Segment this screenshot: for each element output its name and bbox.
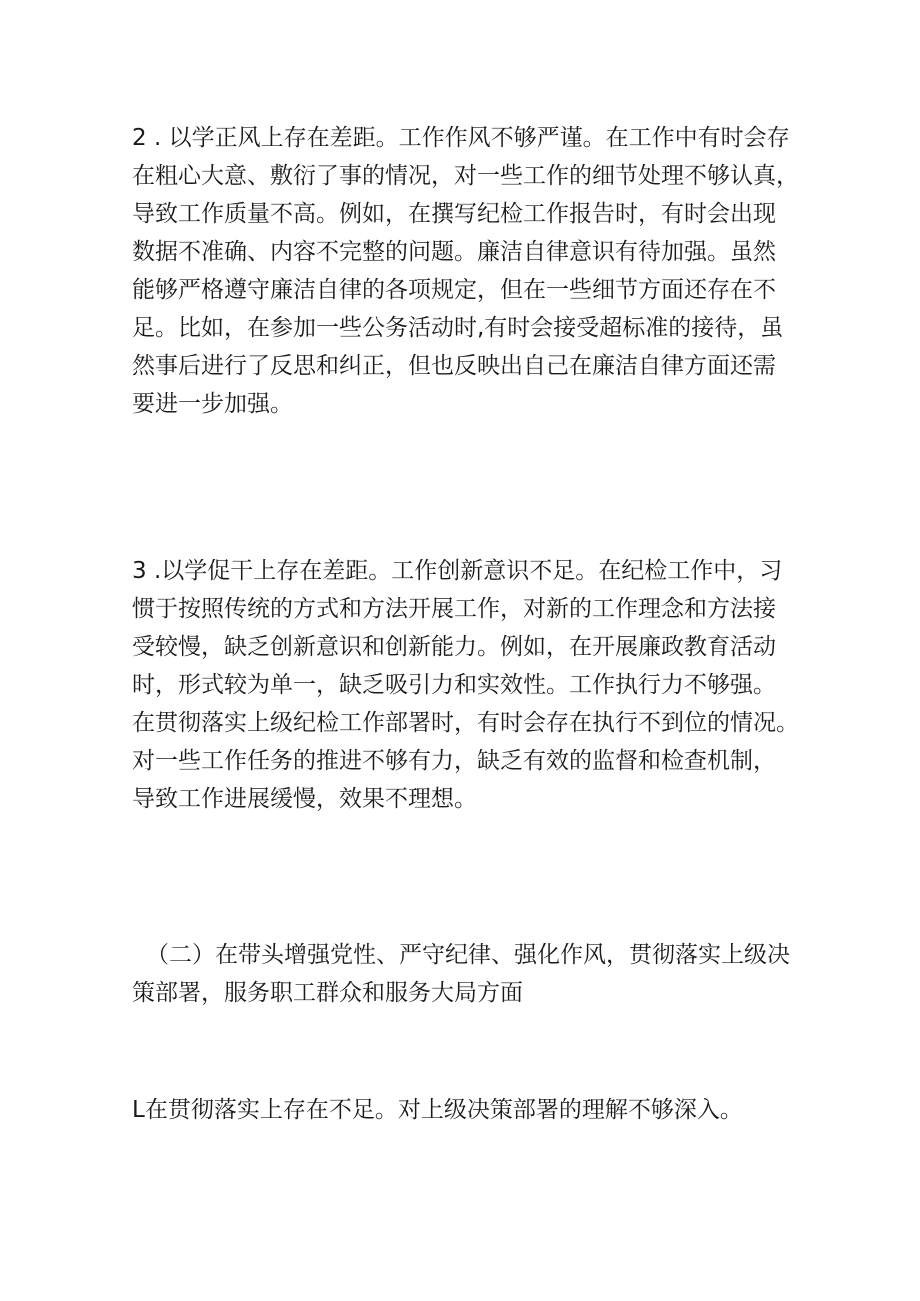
paragraph-section-2 [132,119,799,423]
text-line: 惯于按照传统的方式和方法开展工作，对新的工作理念和方法接 [132,596,776,622]
paragraph-item-1 [132,1091,792,1129]
text-line: 数据不准确、内容不完整的问题。廉洁自律意识有待加强。虽然 [132,239,776,265]
text-line: 时，形式较为单一，缺乏吸引力和实效性。工作执行力不够强。 [132,672,776,698]
text-line: L在贯彻落实上存在不足。对上级决策部署的理解不够深入。 [132,1097,743,1123]
text-line: 在粗心大意、敷衍了事的情况，对一些工作的细节处理不够认真， [132,163,799,189]
paragraph-section-3 [132,552,799,818]
text-line: 对一些工作任务的推进不够有力，缺乏有效的监督和检查机制， [132,748,776,774]
text-line: 在贯彻落实上级纪检工作部署时，有时会存在执行不到位的情况。 [132,710,799,736]
text-line: 要进一步加强。 [132,391,293,417]
text-line: （二）在带头增强党性、严守纪律、强化作风，贯彻落实上级决 [146,942,790,968]
text-line: 足。比如，在参加一些公务活动时,有时会接受超标准的接待，虽 [132,315,784,341]
text-line: 能够严格遵守廉洁自律的各项规定，但在一些细节方面还存在不 [132,277,776,303]
text-line: 3 .以学促干上存在差距。工作创新意识不足。在纪检工作中，习 [132,558,783,584]
text-line: 导致工作质量不高。例如，在撰写纪检工作报告时，有时会出现 [132,201,776,227]
text-line: 策部署，服务职工群众和服务大局方面 [132,980,523,1006]
text-line: 2 . 以学正风上存在差距。工作作风不够严谨。在工作中有时会存 [132,125,790,151]
text-line: 受较慢，缺乏创新意识和创新能力。例如，在开展廉政教育活动 [132,634,776,660]
section-heading-2 [132,936,792,1012]
text-line: 然事后进行了反思和纠正，但也反映出自己在廉洁自律方面还需 [132,353,776,379]
text-line: 导致工作进展缓慢，效果不理想。 [132,786,477,812]
